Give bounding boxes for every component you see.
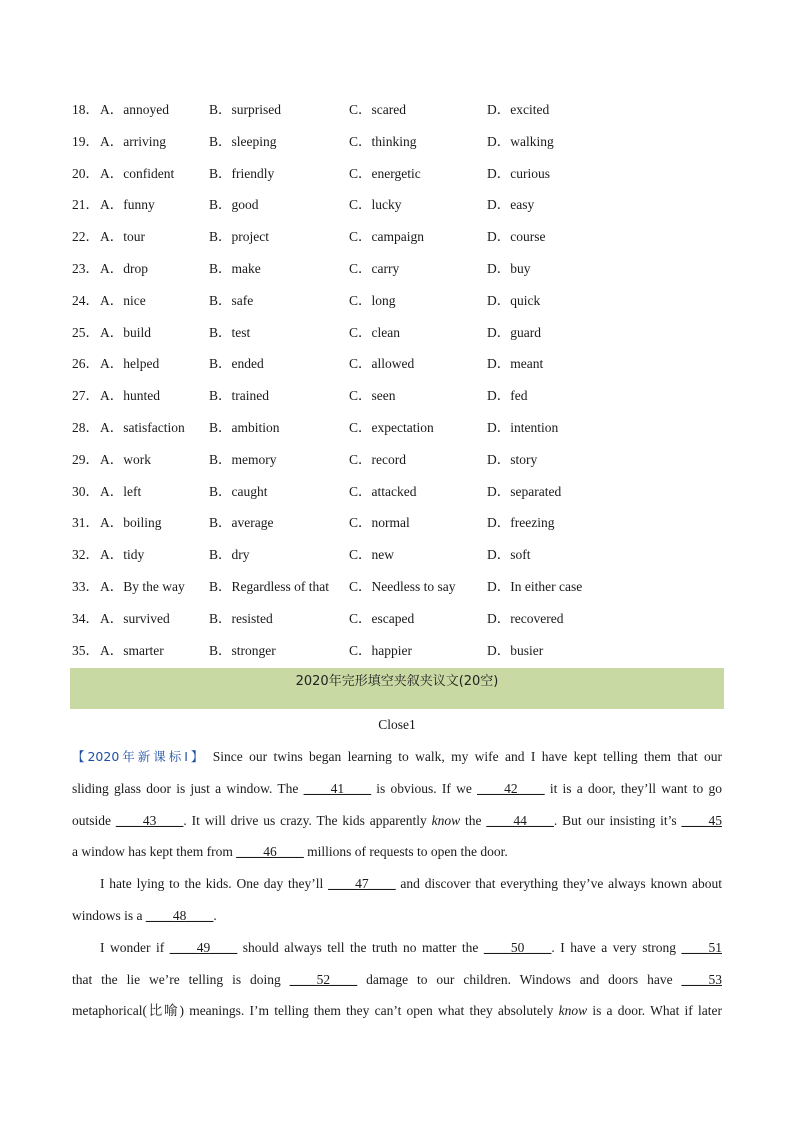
blank-45[interactable]: ____45 — [681, 812, 722, 828]
option-a[interactable]: A．work — [100, 451, 151, 467]
option-d[interactable]: D．meant — [487, 356, 544, 372]
option-d[interactable]: D．course — [487, 229, 546, 245]
option-b[interactable]: B．stronger — [209, 642, 276, 658]
passage-line: outside ____43____. It will drive us crazy. The kids apparently know the ____44____. But our insisting it’s ____45 — [72, 812, 722, 828]
question-row — [72, 384, 732, 416]
question-number: 26． — [72, 356, 99, 372]
option-b[interactable]: B．dry — [209, 547, 250, 563]
passage-line: I wonder if ____49____ should always tell the truth no matter the ____50____. I have a very strong ____51 — [100, 939, 722, 955]
option-b[interactable]: B．resisted — [209, 610, 273, 626]
option-b[interactable]: B．ambition — [209, 419, 280, 435]
option-d[interactable]: D．separated — [487, 483, 562, 499]
question-row — [72, 416, 732, 448]
question-row — [72, 639, 732, 671]
option-d[interactable]: D．In either case — [487, 578, 583, 594]
question-row — [72, 480, 732, 512]
question-row — [72, 607, 732, 639]
option-d[interactable]: D．soft — [487, 547, 531, 563]
question-number: 22． — [72, 229, 99, 245]
option-b[interactable]: B．ended — [209, 356, 264, 372]
question-row — [72, 543, 732, 575]
blank-48[interactable]: ____48____ — [145, 907, 214, 923]
option-c[interactable]: C．escaped — [349, 610, 415, 626]
option-b[interactable]: B．friendly — [209, 165, 275, 181]
blank-43[interactable]: ____43____ — [115, 812, 184, 828]
question-number: 25． — [72, 324, 99, 340]
option-c[interactable]: C．Needless to say — [349, 578, 456, 594]
question-number: 18． — [72, 102, 99, 117]
option-a[interactable]: A．boiling — [100, 515, 162, 531]
blank-52[interactable]: ____52____ — [289, 971, 358, 987]
option-d[interactable]: D．curious — [487, 165, 550, 181]
option-a[interactable]: A．build — [100, 324, 152, 340]
question-number: 31． — [72, 515, 99, 531]
option-b[interactable]: B．make — [209, 260, 261, 276]
passage-title: Close1 — [378, 717, 416, 732]
question-number: 19． — [72, 133, 99, 149]
section-banner — [70, 668, 724, 709]
question-number: 32． — [72, 547, 99, 563]
section-banner-title: 2020年完形填空夹叙夹议文(20空) — [295, 674, 499, 689]
option-c[interactable]: C．energetic — [349, 165, 421, 181]
option-a[interactable]: A．By the way — [100, 578, 185, 594]
source-tag: 【2020年新课标Ⅰ】 — [72, 749, 207, 764]
question-number: 21． — [72, 197, 99, 213]
option-c[interactable]: C．long — [349, 292, 396, 308]
question-number: 24． — [72, 292, 99, 308]
option-a[interactable]: A．funny — [100, 197, 155, 213]
option-c[interactable]: C．record — [349, 451, 406, 467]
option-b[interactable]: B．sleeping — [209, 133, 277, 149]
question-row — [72, 225, 732, 257]
blank-49[interactable]: ____49____ — [169, 939, 238, 955]
option-c[interactable]: C．normal — [349, 515, 410, 531]
question-number: 28． — [72, 419, 99, 435]
option-b[interactable]: B．Regardless of that — [209, 578, 329, 594]
blank-51[interactable]: ____51 — [681, 939, 722, 955]
passage-line: that the lie we’re telling is doing ____52____ damage to our children. Windows and doors have ____53 — [72, 971, 722, 987]
option-a[interactable]: A．hunted — [100, 388, 160, 404]
blank-46[interactable]: ____46____ — [236, 844, 304, 860]
blank-41[interactable]: ____41____ — [303, 780, 372, 796]
question-number: 34． — [72, 610, 99, 626]
question-number: 30． — [72, 483, 99, 499]
question-number: 35． — [72, 642, 99, 658]
option-b[interactable]: B．memory — [209, 451, 277, 467]
option-a[interactable]: A．confident — [100, 165, 175, 181]
question-row — [72, 352, 732, 384]
option-c[interactable]: C．new — [349, 547, 394, 563]
option-c[interactable]: C．carry — [349, 260, 400, 276]
option-b[interactable]: B．trained — [209, 388, 269, 404]
option-d[interactable]: D．walking — [487, 133, 554, 149]
passage-line: I hate lying to the kids. One day they’ll ____47____ and discover that everything they’ve always known about — [100, 876, 722, 892]
option-d[interactable]: D．intention — [487, 419, 559, 435]
blank-50[interactable]: ____50____ — [483, 939, 552, 955]
question-row — [72, 575, 732, 607]
question-row — [72, 98, 732, 130]
question-row — [72, 289, 732, 321]
option-c[interactable]: C．allowed — [349, 356, 415, 372]
option-d[interactable]: D．busier — [487, 642, 544, 658]
question-row — [72, 193, 732, 225]
question-row — [72, 257, 732, 289]
option-d[interactable]: D．recovered — [487, 610, 564, 626]
option-d[interactable]: D．guard — [487, 324, 541, 340]
option-a[interactable]: A．helped — [100, 356, 160, 372]
passage-line: windows is a ____48____. — [72, 907, 217, 923]
passage-line: sliding glass door is just a window. The ____41____ is obvious. If we ____42____ it is a door, they’ll want to go — [72, 780, 722, 796]
option-a[interactable]: A．survived — [100, 610, 170, 626]
blank-47[interactable]: ____47____ — [328, 876, 396, 892]
option-b[interactable]: B．surprised — [209, 102, 281, 117]
passage-line: 【2020年新课标Ⅰ】 Since our twins began learning to walk, my wife and I have kept telling them that our — [72, 749, 722, 764]
option-a[interactable]: A．smarter — [100, 642, 164, 658]
option-c[interactable]: C．scared — [349, 102, 406, 117]
option-d[interactable]: D．story — [487, 451, 538, 467]
passage-line: a window has kept them from ____46____ millions of requests to open the door. — [72, 844, 508, 860]
question-row — [72, 321, 732, 353]
option-b[interactable]: B．caught — [209, 483, 268, 499]
passage-line: metaphorical(比喻) meanings. I’m telling them they can’t open what they absolutely know is a door. What if later — [72, 1003, 722, 1019]
blank-53[interactable]: ____53 — [681, 971, 722, 987]
option-b[interactable]: B．average — [209, 515, 274, 531]
option-a[interactable]: A．left — [100, 483, 142, 499]
option-b[interactable]: B．good — [209, 197, 259, 213]
option-a[interactable]: A．satisfaction — [100, 419, 185, 435]
question-row — [72, 448, 732, 480]
answer-options — [72, 98, 732, 670]
question-row — [72, 130, 732, 162]
option-d[interactable]: D．excited — [487, 102, 550, 117]
option-d[interactable]: D．fed — [487, 388, 528, 404]
option-a[interactable]: A．annoyed — [100, 102, 169, 117]
question-number: 33． — [72, 578, 99, 594]
option-c[interactable]: C．seen — [349, 388, 396, 404]
cloze-passage — [72, 740, 722, 1026]
option-a[interactable]: A．tidy — [100, 547, 145, 563]
option-c[interactable]: C．thinking — [349, 133, 417, 149]
option-d[interactable]: D．freezing — [487, 515, 555, 531]
question-number: 29． — [72, 451, 99, 467]
option-a[interactable]: A．arriving — [100, 133, 166, 149]
question-row — [72, 511, 732, 543]
option-c[interactable]: C．campaign — [349, 229, 424, 245]
option-c[interactable]: C．attacked — [349, 483, 417, 499]
option-d[interactable]: D．quick — [487, 292, 541, 308]
option-d[interactable]: D．easy — [487, 197, 535, 213]
question-number: 20． — [72, 165, 99, 181]
option-a[interactable]: A．tour — [100, 229, 145, 245]
option-c[interactable]: C．expectation — [349, 419, 434, 435]
option-c[interactable]: C．clean — [349, 324, 400, 340]
question-number: 27． — [72, 388, 99, 404]
option-c[interactable]: C．happier — [349, 642, 412, 658]
blank-42[interactable]: ____42____ — [477, 780, 545, 796]
option-a[interactable]: A．nice — [100, 292, 146, 308]
blank-44[interactable]: ____44____ — [486, 812, 554, 828]
option-b[interactable]: B．project — [209, 229, 269, 245]
option-b[interactable]: B．safe — [209, 292, 254, 308]
option-b[interactable]: B．test — [209, 324, 251, 340]
question-number: 23． — [72, 260, 99, 276]
question-row — [72, 162, 732, 194]
option-d[interactable]: D．buy — [487, 260, 531, 276]
option-a[interactable]: A．drop — [100, 260, 148, 276]
option-c[interactable]: C．lucky — [349, 197, 402, 213]
